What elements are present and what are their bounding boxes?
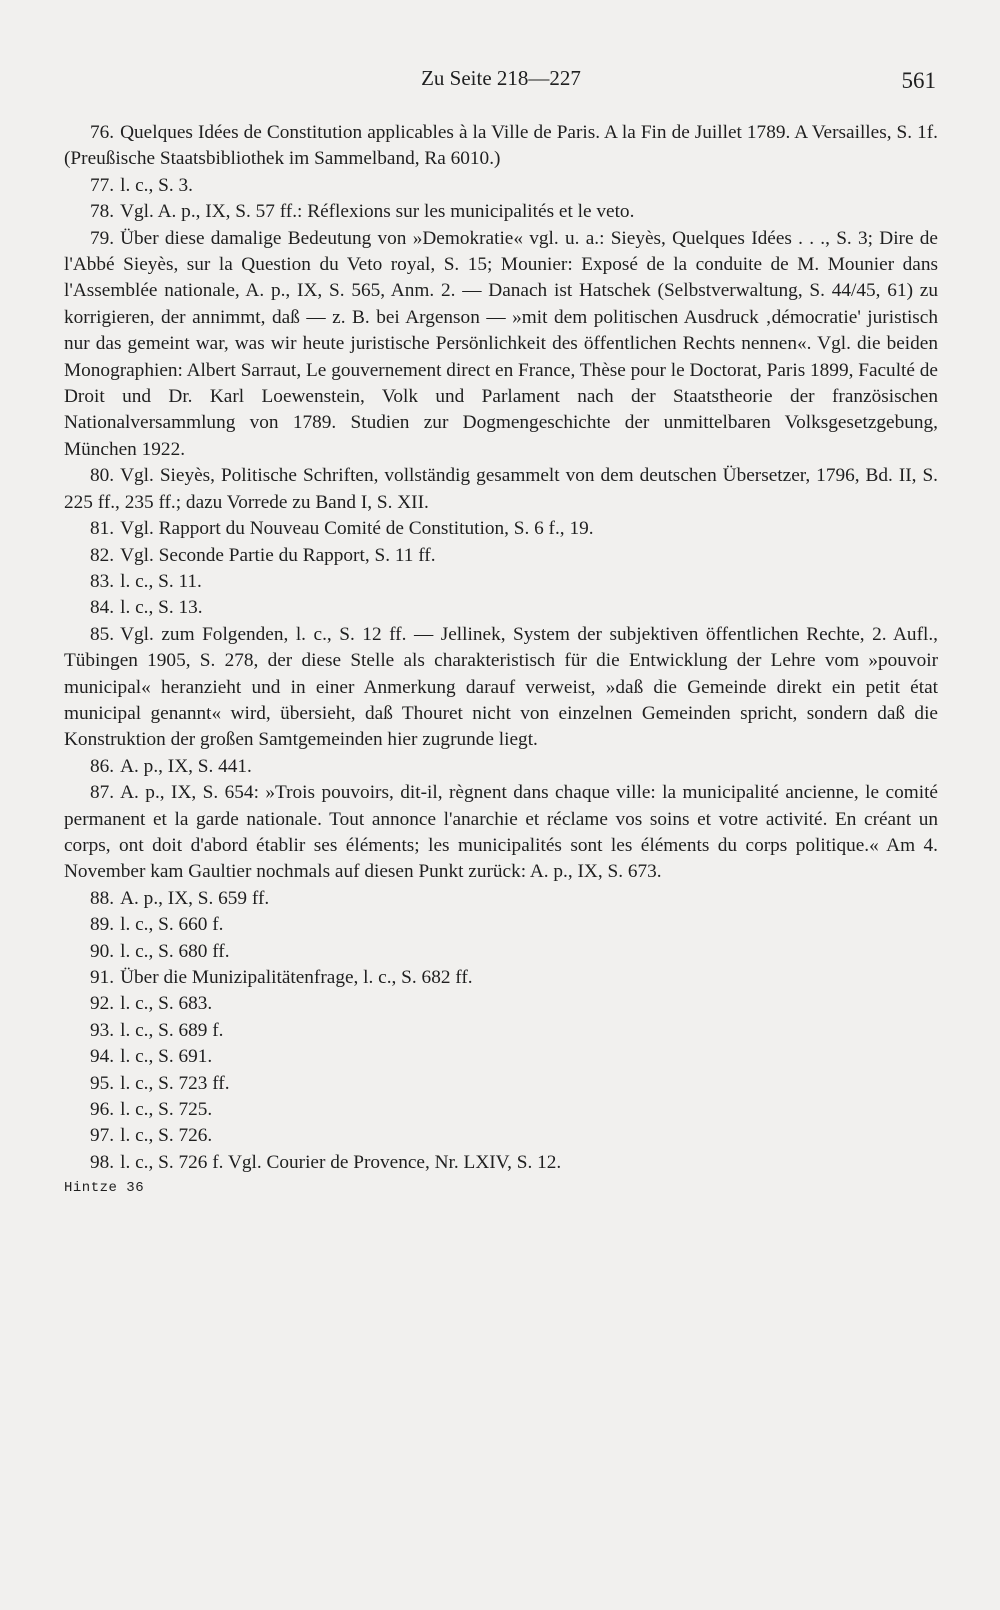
endnote-84 <box>64 595 938 621</box>
endnote-text: l. c., S. 13. <box>120 597 203 619</box>
endnote-number: 90. <box>90 940 115 962</box>
endnote-number: 93. <box>90 1019 115 1041</box>
page-number: 561 <box>901 68 936 93</box>
endnote-93 <box>64 1018 938 1044</box>
endnote-89 <box>64 912 938 938</box>
endnote-90 <box>64 939 938 965</box>
endnote-94 <box>64 1044 938 1070</box>
endnote-text: Über die Munizipalitätenfrage, l. c., S. 682 ff. <box>120 967 473 988</box>
endnote-number: 83. <box>90 570 115 592</box>
endnote-number: 79. <box>90 227 115 249</box>
endnote-number: 85. <box>90 623 115 645</box>
endnote-text: l. c., S. 11. <box>120 570 202 592</box>
endnote-text: Quelques Idées de Constitution applicables à la Ville de Paris. A la Fin de Juillet 1789. A Versailles, S. 1f. (Preußische Staatsbibliothek im Sammelband, Ra 6010.) <box>64 122 938 170</box>
endnote-text: l. c., S. 726 f. Vgl. Courier de Provence, Nr. LXIV, S. 12. <box>120 1151 562 1173</box>
endnote-text: Vgl. Rapport du Nouveau Comité de Constitution, S. 6 f., 19. <box>120 518 594 540</box>
endnote-text: l. c., S. 726. <box>120 1125 213 1147</box>
endnote-text: Über diese damalige Bedeutung von »Demokratie« vgl. u. a.: Sieyès, Quelques Idées . . ., S. 3; Dire de l'Abbé Sieyès, sur la Question du Veto royal, S. 15; Mounier: Exposé de la conduite de M. Mounier dans l'Assemblée nationale, A. p., IX, S. 565, Anm. 2. — Danach ist Hatschek (Selbstverwaltung, S. 44/45, 61) zu korrigieren, der annimmt, daß — z. B. bei Argenson — »mit dem politischen Ausdruck ‚démocratie' juristisch nur das gemeint war, was wir heute juristische Persönlichkeit des öffentlichen Rechts nennen«. Vgl. die beiden Monographien: Albert Sarraut, Le gouvernement direct en France, Thèse pour le Doctorat, Paris 1899, Faculté de Droit und Dr. Karl Loewenstein, Volk und Parlament nach der Staatstheorie der französischen Nationalversammlung von 1789. Studien zur Dogmengeschichte der unmittelbaren Volksgesetzgebung, München 1922. <box>64 227 938 460</box>
endnote-78 <box>64 199 938 225</box>
endnote-text: A. p., IX, S. 659 ff. <box>120 887 270 909</box>
endnote-77 <box>64 173 938 199</box>
endnote-81 <box>64 516 938 542</box>
endnote-number: 89. <box>90 914 115 936</box>
printer-signature: Hintze 36 <box>64 1180 145 1197</box>
book-page <box>64 62 938 1196</box>
endnote-number: 86. <box>90 755 115 777</box>
endnote-92 <box>64 991 938 1017</box>
endnote-text: Vgl. A. p., IX, S. 57 ff.: Réflexions sur les municipalités et le veto. <box>120 201 635 223</box>
endnote-number: 97. <box>90 1125 115 1147</box>
endnote-number: 84. <box>90 597 115 619</box>
endnote-text: l. c., S. 660 f. <box>120 914 224 936</box>
endnote-86 <box>64 754 938 780</box>
endnote-85 <box>64 622 938 754</box>
running-head <box>64 62 938 102</box>
endnote-88 <box>64 886 938 912</box>
endnote-number: 94. <box>90 1046 115 1068</box>
endnote-95 <box>64 1071 938 1097</box>
endnote-91 <box>64 965 938 991</box>
endnote-text: A. p., IX, S. 441. <box>120 755 252 777</box>
running-title: Zu Seite 218—227 <box>421 66 581 90</box>
endnotes <box>64 120 938 1176</box>
endnote-number: 96. <box>90 1099 115 1121</box>
endnote-number: 98. <box>90 1151 115 1173</box>
endnote-82 <box>64 543 938 569</box>
endnote-number: 78. <box>90 201 115 223</box>
endnote-number: 87. <box>90 782 115 804</box>
endnote-number: 95. <box>90 1072 115 1094</box>
endnote-number: 81. <box>90 518 115 540</box>
endnote-text: Vgl. Seconde Partie du Rapport, S. 11 ff. <box>120 544 436 566</box>
endnote-text: Vgl. Sieyès, Politische Schriften, vollständig gesammelt von dem deutschen Übersetzer, 1796, Bd. II, S. 225 ff., 235 ff.; dazu Vorrede zu Band I, S. XII. <box>64 465 938 513</box>
endnote-96 <box>64 1097 938 1123</box>
endnote-text: l. c., S. 691. <box>120 1046 213 1068</box>
endnote-number: 76. <box>90 122 115 143</box>
endnote-text: l. c., S. 725. <box>120 1099 213 1121</box>
endnote-number: 92. <box>90 993 115 1015</box>
endnote-text: l. c., S. 689 f. <box>120 1019 224 1041</box>
endnote-97 <box>64 1123 938 1149</box>
endnote-text: l. c., S. 680 ff. <box>120 940 230 962</box>
endnote-number: 80. <box>90 465 115 487</box>
endnote-number: 88. <box>90 887 115 909</box>
endnote-87 <box>64 780 938 886</box>
endnote-80 <box>64 463 938 516</box>
endnote-98 <box>64 1150 938 1176</box>
endnote-76 <box>64 120 938 173</box>
endnote-number: 91. <box>90 967 115 988</box>
endnote-text: l. c., S. 723 ff. <box>120 1072 230 1094</box>
endnote-text: Vgl. zum Folgenden, l. c., S. 12 ff. — Jellinek, System der subjektiven öffentlichen Rechte, 2. Aufl., Tübingen 1905, S. 278, der diese Stelle als charakteristisch für die Entwicklung der Lehre vom »pouvoir municipal« heranzieht und in einer Anmerkung darauf verweist, »daß die Gemeinde direkt ein petit état municipal genannt« wird, übersieht, daß Thouret nicht von einzelnen Gemeinden spricht, sondern daß die Konstruktion der großen Samtgemeinden hier zugrunde liegt. <box>64 623 938 751</box>
endnote-text: l. c., S. 3. <box>120 174 193 196</box>
endnote-text: A. p., IX, S. 654: »Trois pouvoirs, dit-il, règnent dans chaque ville: la municipalité ancienne, le comité permanent et la garde nationale. Tout annonce l'anarchie et réclame vos soins et votre activité. En créant un corps, ont doit d'abord établir ses éléments; les municipalités sont les éléments du corps politique.« Am 4. November kam Gaultier nochmals auf diesen Punkt zurück: A. p., IX, S. 673. <box>64 782 938 883</box>
endnote-83 <box>64 569 938 595</box>
endnote-text: l. c., S. 683. <box>120 993 213 1015</box>
endnote-79 <box>64 226 938 464</box>
endnote-number: 82. <box>90 544 115 566</box>
endnote-number: 77. <box>90 174 115 196</box>
